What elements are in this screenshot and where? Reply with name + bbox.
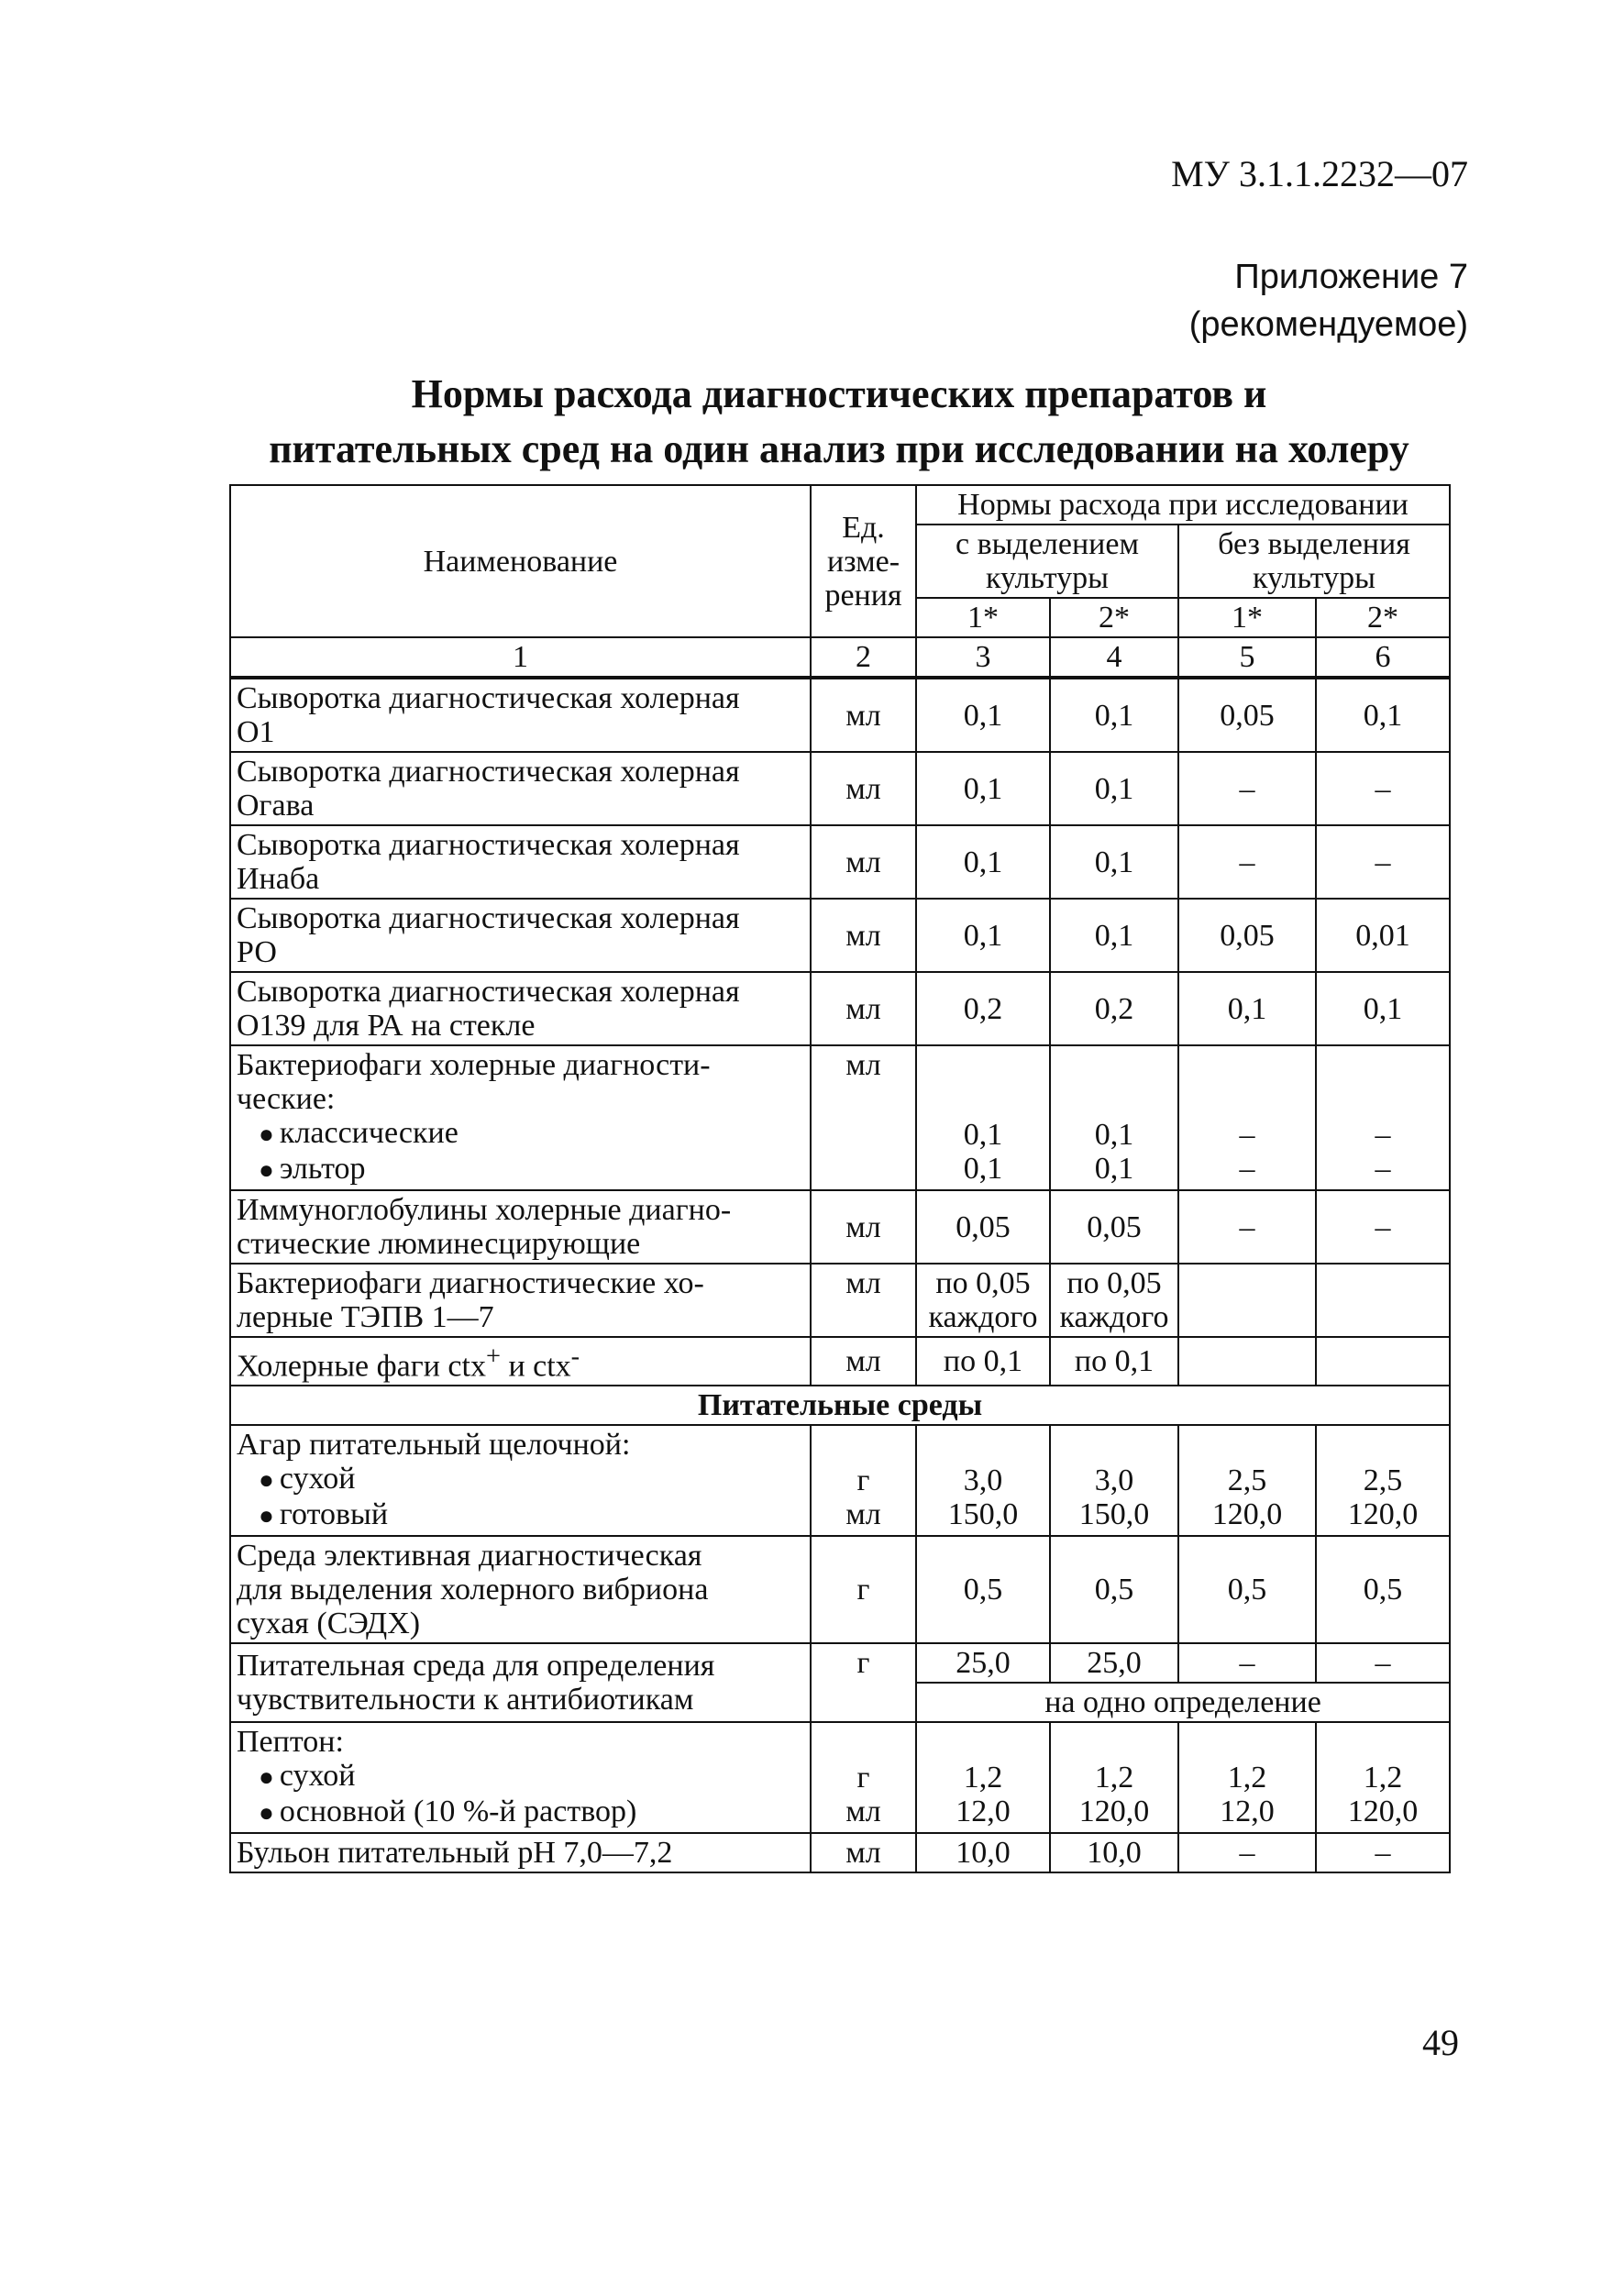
unit-cell: мл	[811, 1337, 916, 1386]
column-number: 3	[916, 637, 1050, 678]
table-row	[230, 678, 1450, 752]
col-header-norms: Нормы расхода при исследовании	[916, 485, 1450, 525]
value-cell: 3,0 150,0	[916, 1425, 1050, 1536]
table-row	[230, 1643, 1450, 1683]
bullet-icon: ●	[259, 1466, 274, 1496]
unit-cell: мл	[811, 1264, 916, 1337]
table-row	[230, 1337, 1450, 1386]
value-cell: 0,5	[1178, 1536, 1316, 1643]
unit-cell: мл	[811, 1045, 916, 1190]
value-cell: –	[1178, 1643, 1316, 1683]
value-cell	[916, 1045, 1050, 1190]
value-line: 0,1	[963, 1152, 1003, 1186]
value-cell: 0,1	[1050, 825, 1178, 899]
item-name-line: Пептон:	[237, 1725, 344, 1760]
title-line-1: Нормы расхода диагностических препаратов и	[411, 371, 1267, 416]
table-row	[230, 1536, 1450, 1643]
item-name	[230, 1190, 811, 1264]
item-subtype	[237, 1152, 805, 1187]
value-line: по 0,05	[935, 1266, 1031, 1300]
item-name	[230, 1643, 811, 1722]
item-name-line: ческие:	[237, 1082, 336, 1116]
value-cell: –	[1316, 825, 1450, 899]
item-name-line: Сыворотка диагностическая холерная	[237, 975, 740, 1009]
item-name-line: Огава	[237, 789, 315, 823]
item-subtype: ● сухой	[259, 1759, 356, 1794]
item-subtype: ● сухой	[259, 1462, 356, 1496]
item-name	[230, 752, 811, 825]
unit-cell: мл	[811, 678, 916, 752]
value-cell	[1178, 1045, 1316, 1190]
column-number: 6	[1316, 637, 1450, 678]
section-row	[230, 1386, 1450, 1425]
value-line: 0,1	[1094, 1152, 1134, 1186]
value-cell	[1050, 1264, 1178, 1337]
value-cell: –	[1316, 1190, 1450, 1264]
unit-cell: мл	[811, 825, 916, 899]
value-cell: 0,05	[1050, 1190, 1178, 1264]
value-cell	[1316, 1337, 1450, 1386]
with-isolation-line-2: культуры	[986, 561, 1109, 595]
col-header-name: Наименование	[230, 485, 811, 637]
item-subtype: ● готовый	[259, 1497, 389, 1532]
sub-header: 1*	[1178, 598, 1316, 637]
value-cell	[1178, 1264, 1316, 1337]
value-cell: 3,0 150,0	[1050, 1425, 1178, 1536]
value-cell: 25,0	[916, 1643, 1050, 1683]
bullet-icon: ●	[259, 1156, 274, 1185]
item-name	[230, 1536, 811, 1643]
value-cell	[1316, 1264, 1450, 1337]
value-cell: –	[1316, 1643, 1450, 1683]
unit-cell: мл	[811, 899, 916, 972]
value-line: –	[1239, 1118, 1255, 1152]
value-cell: –	[1178, 1190, 1316, 1264]
column-number: 2	[811, 637, 916, 678]
item-subtype-label: классические	[279, 1116, 458, 1150]
page-title	[229, 367, 1449, 477]
appendix-label	[1189, 253, 1468, 348]
item-name-line: Инаба	[237, 862, 320, 896]
value-cell: 1,2 120,0	[1050, 1722, 1178, 1833]
value-cell: –	[1316, 1833, 1450, 1872]
value-line: 0,1	[1094, 1118, 1134, 1152]
value-cell	[916, 1264, 1050, 1337]
item-name	[230, 1425, 811, 1536]
value-cell: по 0,1	[1050, 1337, 1178, 1386]
item-name-line: Питательная среда для определения	[237, 1649, 715, 1684]
value-cell: 2,5 120,0	[1178, 1425, 1316, 1536]
value-cell: 0,1	[916, 752, 1050, 825]
value-cell: 0,1	[1178, 972, 1316, 1045]
unit-cell: г	[811, 1536, 916, 1643]
value-cell: 1,2 12,0	[1178, 1722, 1316, 1833]
unit-cell: мл	[811, 1190, 916, 1264]
value-cell: 10,0	[1050, 1833, 1178, 1872]
value-cell: 0,1	[1050, 899, 1178, 972]
item-name	[230, 825, 811, 899]
unit-cell: мл	[811, 1833, 916, 1872]
superscript: -	[570, 1342, 580, 1371]
item-subtype-label: эльтор	[279, 1152, 366, 1186]
value-line: каждого	[1059, 1300, 1169, 1334]
unit-cell: мл	[811, 972, 916, 1045]
item-name-line: Сыворотка диагностическая холерная	[237, 901, 740, 935]
unit-header-line-2: изме-	[826, 544, 900, 579]
section-heading: Питательные среды	[230, 1386, 1450, 1425]
value-cell: –	[1178, 1833, 1316, 1872]
item-subtype: ● основной (10 %-й раствор)	[259, 1795, 637, 1829]
item-name	[230, 972, 811, 1045]
value-line: –	[1375, 1152, 1391, 1186]
superscript: +	[485, 1342, 501, 1371]
item-name	[230, 1045, 811, 1190]
table-row	[230, 1425, 1450, 1536]
appendix-number: Приложение 7	[1234, 258, 1468, 296]
item-name-line: Иммуноглобулины холерные диагно-	[237, 1193, 732, 1227]
table-row	[230, 1045, 1450, 1190]
unit-header-line-3: рения	[824, 578, 902, 613]
item-name	[230, 1264, 811, 1337]
bullet-icon: ●	[259, 1799, 274, 1828]
value-cell: 0,1	[916, 678, 1050, 752]
item-name: Бульон питательный рН 7,0—7,2	[230, 1833, 811, 1872]
value-cell: 0,1	[1316, 678, 1450, 752]
value-cell: –	[1178, 825, 1316, 899]
unit-cell: мл	[811, 752, 916, 825]
value-cell: 0,05	[916, 1190, 1050, 1264]
value-cell: 0,05	[1178, 678, 1316, 752]
column-number: 5	[1178, 637, 1316, 678]
value-cell: 1,2 12,0	[916, 1722, 1050, 1833]
table-row	[230, 1190, 1450, 1264]
appendix-status: (рекомендуемое)	[1188, 305, 1468, 344]
item-name-line: Сыворотка диагностическая холерная	[237, 755, 740, 789]
document-code: МУ 3.1.1.2232—07	[1171, 153, 1468, 194]
item-name	[230, 1722, 811, 1833]
value-cell: 25,0	[1050, 1643, 1178, 1683]
col-header-unit	[811, 485, 916, 637]
value-cell: 0,5	[1316, 1536, 1450, 1643]
bullet-icon: ●	[259, 1121, 274, 1149]
table-row	[230, 899, 1450, 972]
item-name	[230, 678, 811, 752]
column-number: 4	[1050, 637, 1178, 678]
value-cell: 2,5 120,0	[1316, 1425, 1450, 1536]
bullet-icon: ●	[259, 1763, 274, 1793]
column-number: 1	[230, 637, 811, 678]
unit-cell: г	[811, 1643, 916, 1722]
value-line: –	[1239, 1152, 1255, 1186]
value-line: 0,1	[963, 1118, 1003, 1152]
page-number: 49	[1422, 2022, 1459, 2063]
item-name-line: Сыворотка диагностическая холерная	[237, 681, 740, 715]
table-row	[230, 972, 1450, 1045]
item-name-line: сухая (СЭДХ)	[237, 1607, 421, 1641]
value-cell: 0,5	[916, 1536, 1050, 1643]
value-cell	[1178, 1337, 1316, 1386]
value-cell: 0,1	[1050, 678, 1178, 752]
value-cell: 0,2	[916, 972, 1050, 1045]
value-cell: 0,01	[1316, 899, 1450, 972]
value-cell: 0,1	[1316, 972, 1450, 1045]
value-cell: 0,2	[1050, 972, 1178, 1045]
table-row	[230, 1264, 1450, 1337]
item-name-line: О139 для РА на стекле	[237, 1009, 536, 1043]
without-isolation-line-1: без выделения	[1218, 527, 1410, 561]
value-cell: по 0,1	[916, 1337, 1050, 1386]
value-cell: 0,1	[1050, 752, 1178, 825]
table-row	[230, 752, 1450, 825]
item-name: Холерные фаги ctx+ и ctx-	[230, 1337, 811, 1386]
value-cell: 0,1	[916, 825, 1050, 899]
sub-header: 2*	[1316, 598, 1450, 637]
bullet-icon: ●	[259, 1502, 274, 1531]
unit-header-line-1: Ед.	[842, 510, 885, 545]
note-cell: на одно определение	[916, 1683, 1450, 1722]
item-name-line: стические люминесцирующие	[237, 1227, 641, 1261]
col-header-without-isolation	[1178, 525, 1450, 598]
value-cell	[1316, 1045, 1450, 1190]
item-name-line: РО	[237, 935, 277, 969]
unit-cell: г мл	[811, 1425, 916, 1536]
value-cell: –	[1316, 752, 1450, 825]
table-row	[230, 825, 1450, 899]
without-isolation-line-2: культуры	[1253, 561, 1375, 595]
item-name-line: Сыворотка диагностическая холерная	[237, 828, 740, 862]
column-number-row	[230, 637, 1450, 678]
value-line: –	[1375, 1118, 1391, 1152]
value-cell: 10,0	[916, 1833, 1050, 1872]
consumption-norms-table	[229, 484, 1451, 1873]
value-cell: –	[1178, 752, 1316, 825]
col-header-with-isolation	[916, 525, 1178, 598]
sub-header: 2*	[1050, 598, 1178, 637]
value-cell: 0,1	[916, 899, 1050, 972]
item-name-line: Бактериофаги холерные диагности-	[237, 1048, 711, 1082]
title-line-2: питательных сред на один анализ при исследовании на холеру	[269, 426, 1409, 471]
sub-header: 1*	[916, 598, 1050, 637]
unit-cell: г мл	[811, 1722, 916, 1833]
item-name	[230, 899, 811, 972]
with-isolation-line-1: с выделением	[956, 527, 1139, 561]
item-name-line: чувствительности к антибиотикам	[237, 1683, 694, 1717]
table-row	[230, 1833, 1450, 1872]
value-cell	[1050, 1045, 1178, 1190]
item-name-line: для выделения холерного вибриона	[237, 1573, 709, 1607]
item-name-line: O1	[237, 715, 275, 749]
item-name-line: Агар питательный щелочной:	[237, 1428, 631, 1463]
value-cell: 0,5	[1050, 1536, 1178, 1643]
item-subtype	[237, 1116, 805, 1152]
value-line: каждого	[928, 1300, 1038, 1334]
value-cell: 1,2 120,0	[1316, 1722, 1450, 1833]
item-name-line: Среда элективная диагностическая	[237, 1539, 702, 1574]
value-cell: 0,05	[1178, 899, 1316, 972]
item-name-line: Бактериофаги диагностические хо-	[237, 1266, 704, 1300]
table-row	[230, 1722, 1450, 1833]
header-row-1	[230, 485, 1450, 525]
item-name-line: лерные ТЭПВ 1—7	[237, 1300, 494, 1334]
value-line: по 0,05	[1066, 1266, 1162, 1300]
